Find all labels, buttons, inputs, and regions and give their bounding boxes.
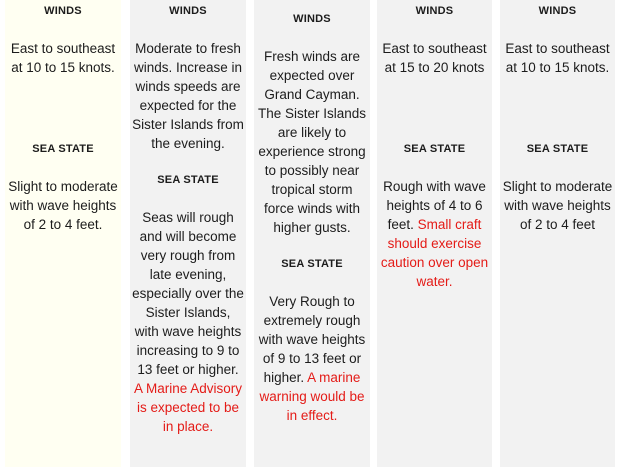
sea-state-description: Slight to moderate with wave heights of 2 to 4 feet [502,179,613,232]
small-craft-caution: Small craft should exercise caution over open water. [380,217,489,289]
winds-heading: WINDS [538,5,577,17]
winds-text: East to southeast at 10 to 15 knots. [505,41,610,75]
forecast-column-4 [377,0,492,467]
sea-state-heading: SEA STATE [526,143,589,155]
winds-text: Fresh winds are expected over Grand Cayman. The Sister Islands are likely to experience strong to possibly near tropical storm force winds with higher gusts. [257,49,367,235]
winds-heading: WINDS [293,13,331,25]
sea-state-heading: SEA STATE [32,143,94,155]
marine-advisory-warning: A Marine Advisory is expected to be in place. [133,381,243,434]
forecast-column-3 [254,0,370,467]
forecast-column-2 [130,0,246,467]
sea-state-text [5,177,121,234]
sea-state-text [130,208,246,436]
sea-state-heading: SEA STATE [157,174,219,186]
sea-state-text [500,177,615,234]
sea-state-description: Slight to moderate with wave heights of 2 to 4 feet. [8,179,118,232]
winds-text: East to southeast at 15 to 20 knots [382,41,487,75]
sea-state-heading: SEA STATE [281,258,343,270]
winds-heading: WINDS [169,5,207,17]
winds-heading: WINDS [415,5,454,17]
marine-warning: A marine warning would be in effect. [259,370,365,423]
sea-state-text [377,177,492,291]
sea-state-heading: SEA STATE [403,143,466,155]
winds-text: East to southeast at 10 to 15 knots. [10,41,116,75]
sea-state-description: Very Rough to extremely rough with wave heights of 9 to 13 feet or higher. [258,294,366,385]
sea-state-description: Rough with wave heights of 4 to 6 feet. [383,179,486,232]
forecast-column-5 [500,0,615,467]
winds-text: Moderate to fresh winds. Increase in winds speeds are expected for the Sister Islands from the evening. [132,41,244,151]
sea-state-description: Seas will rough and will become very rough from late evening, especially over the Sister Islands, with wave heights increasing to 9 to 13 feet or higher. [132,210,244,377]
sea-state-text [254,292,370,425]
forecast-column-1 [5,0,121,467]
winds-heading: WINDS [44,5,82,17]
